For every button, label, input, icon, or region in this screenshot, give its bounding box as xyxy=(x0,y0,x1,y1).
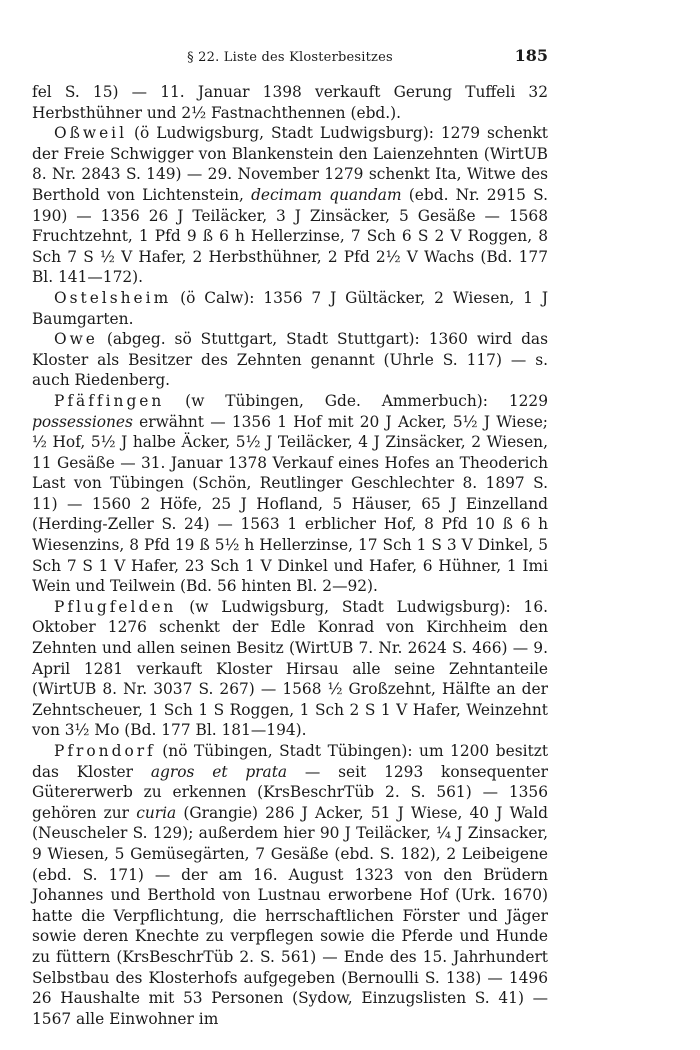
entry-paragraph xyxy=(32,329,548,391)
page-number: 185 xyxy=(514,46,548,65)
place-name: Oßweil xyxy=(54,124,128,143)
text-run: (abgeg. sö Stuttgart, Stadt Stuttgart): 1360 wird das Kloster als Besitzer des Zehnten genannt (Uhrle S. 117) — s. auch Riedenberg. xyxy=(32,330,548,390)
place-name: Pflugfelden xyxy=(54,597,177,616)
latin-quote: decimam quandam xyxy=(251,185,402,204)
text-run: (w Tübingen, Gde. Ammerbuch): 1229 xyxy=(164,391,548,410)
text-run: erwähnt — 1356 1 Hof mit 20 J Acker, 5½ J Wiese; ½ Hof, 5½ J halbe Äcker, 5½ J Teiläcker, 4 J Zinsäcker, 2 Wiesen, 11 Gesäße — 31. Januar 1378 Verkauf eines Hofes an Theoderich Last von Tübingen (Schön, Reutlinger Geschlechter 8. 1897 S. 11) — 1560 2 Höfe, 25 J Hofland, 5 Häuser, 65 J Einzelland (Herding-Zeller S. 24) — 1563 1 erblicher Hof, 8 Pfd 10 ß 6 h Wiesenzins, 8 Pfd 19 ß 5½ h Hellerzinse, 17 Sch 1 S 3 V Dinkel, 5 Sch 7 S 1 V Hafer, 23 Sch 1 V Dinkel und Hafer, 6 Hühner, 1 Imi Wein und Teilwein (Bd. 56 hinten Bl. 2—92). xyxy=(32,412,548,596)
text-run: (ebd. Nr. 2915 S. 190) — 1356 26 J Teiläcker, 3 J Zinsäcker, 5 Gesäße — 1568 Fruchtzehnt, 1 Pfd 9 ß 6 h Hellerzinse, 7 Sch 6 S 2 V Roggen, 8 Sch 7 S ½ V Hafer, 2 Herbsthühner, 2 Pfd 2½ V Wachs (Bd. 177 Bl. 141—172). xyxy=(32,185,549,287)
text-run: (ö Ludwigsburg, Stadt Ludwigsburg): 1279 schenkt der Freie Schwigger von Blankenstein den Laienzehnten (WirtUB 8. Nr. 2843 S. 149) — 29. November 1279 schenkt Ita, Witwe des Berthold von Lichtenstein, xyxy=(32,124,548,204)
text-run: (ö Calw): 1356 7 J Gültäcker, 2 Wiesen, 1 J Baumgarten. xyxy=(32,288,548,328)
entry-paragraph xyxy=(32,123,548,288)
entry-paragraph xyxy=(32,741,548,1029)
place-name: Pfrondorf xyxy=(54,742,156,760)
entry-paragraph xyxy=(32,597,548,741)
latin-quote: curia xyxy=(136,803,177,822)
text-run: (Grangie) 286 J Acker, 51 J Wiese, 40 J Wald (Neuscheler S. 129); außerdem hier 90 J Teiläcker, ¼ J Zinsacker, 9 Wiesen, 5 Gemüsegärten, 7 Gesäße (ebd. S. 182), 2 Leibeigene (ebd. S. 171) — der am 16. August 1323 von den Brüdern Johannes und Berthold von Lustnau erworbene Hof (Urk. 1670) hatte die Verpflichtung, die herrschaftlichen Förster und Jäger sowie deren Knechte zu verpflegen sowie die Pferde und Hunde zu füttern (KrsBeschrTüb 2. S. 561) — Ende des 15. Jahrhundert Selbstbau des Klosterhofs aufgegeben (Bernoulli S. 138) — 1496 26 Haushalte mit 53 Personen (Sydow, Einzugslisten S. 41) — 1567 alle Einwohner im xyxy=(32,803,548,1028)
text-run: (nö Tübingen, Stadt Tübingen): um 1200 besitzt das Kloster xyxy=(32,742,548,781)
place-name: Pfäffingen xyxy=(54,391,165,410)
latin-quote: agros et prata xyxy=(150,762,288,781)
place-name: Owe xyxy=(54,330,98,349)
page-header xyxy=(32,46,548,68)
text-run: (w Ludwigsburg, Stadt Ludwigsburg): 16. Oktober 1276 schenkt der Edle Konrad von Kirchheim den Zehnten und allen seinen Besitz (WirtUB 7. Nr. 2624 S. 466) — 9. April 1281 verkauft Kloster Hirsau alle seine Zehntanteile (WirtUB 8. Nr. 3037 S. 267) — 1568 ½ Großzehnt, Hälfte an der Zehntscheuer, 1 Sch 1 S Roggen, 1 Sch 2 S 1 V Hafer, Weinzehnt von 3½ Mo (Bd. 177 Bl. 181—194). xyxy=(32,597,548,740)
place-name: Ostelsheim xyxy=(54,288,172,307)
continuation-paragraph xyxy=(32,82,548,123)
running-title: § 22. Liste des Klosterbesitzes xyxy=(187,50,393,65)
latin-quote: possessiones xyxy=(32,412,133,431)
entry-paragraph xyxy=(32,288,548,329)
text-run: — seit 1293 konsequenter Gütererwerb zu erkennen (KrsBeschrTüb 2. S. 561) — 1356 gehören zur xyxy=(32,762,549,822)
body-text xyxy=(32,82,548,1029)
entry-paragraph xyxy=(32,391,548,597)
text-run: fel S. 15) — 11. Januar 1398 verkauft Gerung Tuffeli 32 Herbsthühner und 2½ Fastnachthennen (ebd.). xyxy=(32,83,548,122)
